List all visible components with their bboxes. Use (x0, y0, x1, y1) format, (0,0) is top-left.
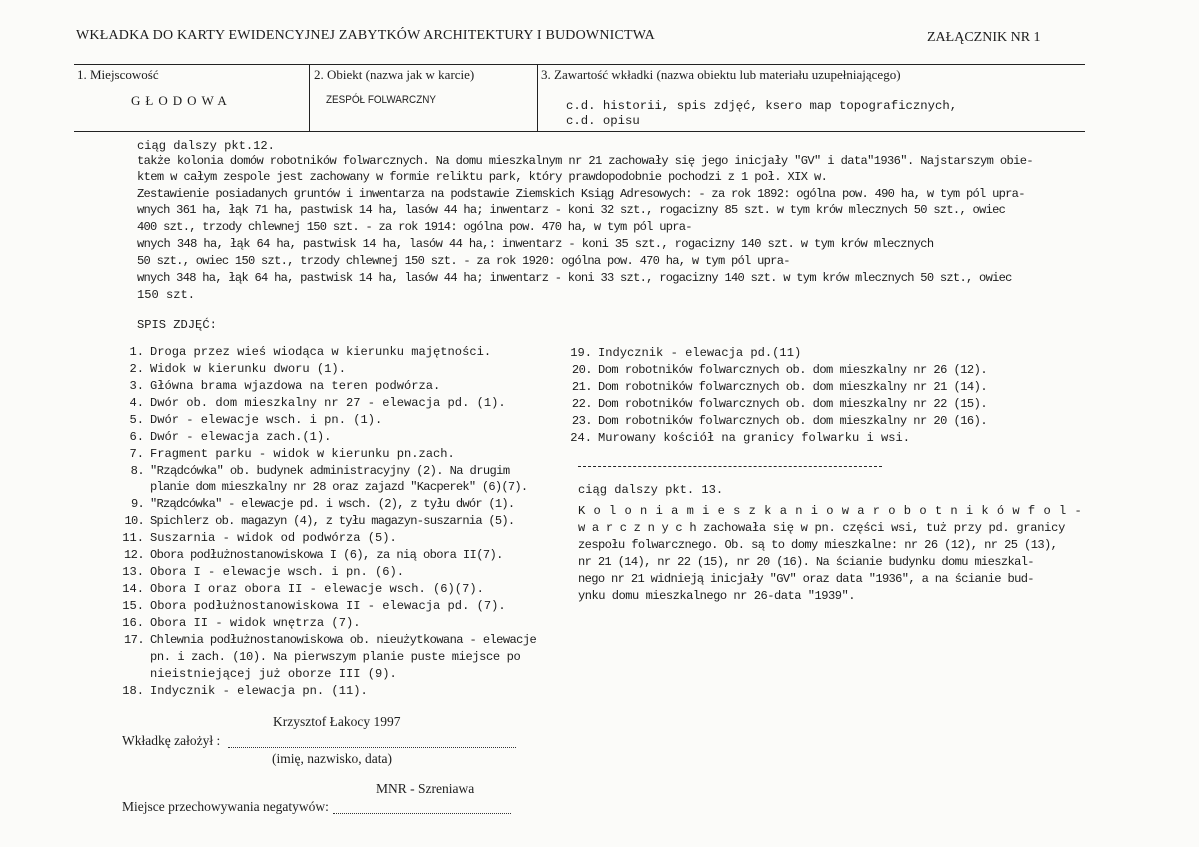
item-text: Obora podłużnostanowiskowa I (6), za nią obora II(7). (150, 548, 503, 562)
item-number: 24. (570, 431, 592, 445)
history-line: ciąg dalszy pkt.12. (137, 139, 275, 153)
item-number: 8. (130, 464, 144, 478)
photo-list-item (122, 413, 382, 427)
photo-list-heading: SPIS ZDJĘĆ: (137, 318, 217, 332)
photo-list-item (122, 379, 440, 393)
place-name: GŁODOWA (131, 93, 232, 108)
made-by-caption: (imię, nazwisko, data) (272, 751, 392, 766)
photo-list-item (122, 548, 503, 562)
history-line: 150 szt. (137, 288, 196, 302)
photo-list-item (122, 531, 397, 545)
photo-list-item (570, 363, 987, 377)
item-number: 23. (571, 414, 592, 428)
object-name: ZESPÓŁ FOLWARCZNY (326, 94, 437, 106)
form-title: WKŁADKA DO KARTY EWIDENCYJNEJ ZABYTKÓW ARCHITEKTURY I BUDOWNICTWA (76, 28, 655, 43)
content-description-line: c.d. historii, spis zdjęć, ksero map topograficznych, (566, 99, 958, 113)
item-number: 4. (129, 396, 144, 410)
history-line: 400 szt., trzody chlewnej 150 szt. - za rok 1914: ogólna pow. 470 ha, w tym pól upra- (137, 220, 692, 234)
history-line: ktem w całym zespole jest zachowany w formie reliktu park, który prawdopodobnie pochodzi z 1 poł. XIX w. (137, 170, 828, 184)
photo-list-item (122, 684, 368, 698)
photo-list-item (122, 565, 404, 579)
item-number: 16. (122, 616, 144, 630)
item-number: 19. (570, 346, 592, 360)
continuation-line: w a r c z n y c h zachowała się w pn. części wsi, tuż przy pd. granicy (578, 521, 1066, 535)
item-number: 17. (124, 633, 144, 647)
photo-list-item (122, 582, 484, 596)
photo-list-item (122, 497, 514, 511)
item-text: Główna brama wjazdowa na teren podwórza. (150, 379, 441, 393)
photo-list-item (570, 380, 987, 394)
item-text: Dwór - elewacja zach.(1). (150, 430, 332, 444)
item-text: Obora podłużnostanowiskowa II - elewacja pd. (7). (150, 599, 506, 613)
photo-list-item (122, 514, 514, 528)
content-description-line: c.d. opisu (566, 114, 640, 128)
item-number: 22. (571, 397, 592, 411)
item-number: 15. (122, 599, 144, 613)
author-signature: Krzysztof Łakocy 1997 (273, 714, 401, 729)
photo-list-item (122, 616, 360, 630)
made-by-label: Wkładkę założył : (122, 733, 221, 748)
photo-list-item (122, 396, 506, 410)
item-number: 2. (129, 362, 144, 376)
column-header-content: 3. Zawartość wkładki (nazwa obiektu lub materiału uzupełniającego) (541, 67, 901, 82)
item-number: 20. (571, 363, 592, 377)
photo-list-item (570, 431, 910, 445)
continuation-line: nego nr 21 widnieją inicjały "GV" oraz data "1936", a na ścianie bud- (578, 572, 1034, 586)
item-number: 13. (122, 565, 144, 579)
item-number: 1. (129, 345, 144, 359)
item-number: 18. (122, 684, 144, 698)
item-text: Dom robotników folwarcznych ob. dom mieszkalny nr 26 (12). (598, 363, 988, 377)
item-number: 12. (124, 548, 144, 562)
item-number: 7. (129, 447, 144, 461)
item-text: planie dom mieszkalny nr 28 oraz zajazd "Kacperek" (6)(7). (150, 480, 528, 494)
item-text: Dwór ob. dom mieszkalny nr 27 - elewacja pd. (1). (150, 396, 506, 410)
history-line: Zestawienie posiadanych gruntów i inwentarza na podstawie Ziemskich Ksiąg Adresowych: - za rok 1892: ogólna pow. 490 ha, w tym pól upra- (137, 187, 1025, 201)
photo-list-item (122, 362, 346, 376)
item-text: Dwór - elewacje wsch. i pn. (1). (150, 413, 383, 427)
history-line: 50 szt., owiec 150 szt., trzody chlewnej 150 szt. - za rok 1920: ogólna pow. 470 ha, w tym pól upra- (137, 254, 790, 268)
item-text: Suszarnia - widok od podwórza (5). (150, 531, 397, 545)
item-text: Indycznik - elewacja pd.(11) (598, 346, 802, 360)
item-text: "Rządcówka" - elewacje pd. i wsch. (2), z tyłu dwór (1). (150, 497, 515, 511)
item-number: 14. (122, 582, 144, 596)
annex-number: ZAŁĄCZNIK NR 1 (927, 30, 1041, 45)
continuation-line: zespołu folwarcznego. Ob. są to domy mieszkalne: nr 26 (12), nr 25 (13), (578, 538, 1058, 552)
photo-list-item (122, 599, 506, 613)
photo-list-item (570, 346, 801, 360)
item-number: 9. (130, 497, 144, 511)
table-bottom-rule (74, 131, 1085, 132)
made-by-field[interactable] (228, 747, 516, 748)
section-divider (578, 466, 882, 467)
item-text: Spichlerz ob. magazyn (4), z tyłu magazyn-suszarnia (5). (150, 514, 515, 528)
table-top-rule (74, 64, 1085, 65)
column-divider-2 (537, 64, 538, 131)
photo-list-item (122, 633, 536, 647)
column-header-place: 1. Miejscowość (77, 67, 159, 82)
item-number: 11. (122, 531, 144, 545)
history-line: wnych 348 ha, łąk 64 ha, pastwisk 14 ha, lasów 44 ha,: inwentarz - koni 35 szt., rogacizny 140 szt. w tym krów mlecznych (137, 237, 934, 251)
item-text: Dom robotników folwarcznych ob. dom mieszkalny nr 22 (15). (598, 397, 988, 411)
item-text: Obora II - widok wnętrza (7). (150, 616, 361, 630)
item-text: Chlewnia podłużnostanowiskowa ob. nieużytkowana - elewacje (150, 633, 537, 647)
continuation-heading: ciąg dalszy pkt. 13. (578, 483, 724, 497)
item-number: 3. (129, 379, 144, 393)
photo-list-item (122, 667, 397, 681)
item-text: Murowany kościół na granicy folwarku i wsi. (598, 431, 911, 445)
item-text: Dom robotników folwarcznych ob. dom mieszkalny nr 20 (16). (598, 414, 988, 428)
photo-list-item (122, 447, 455, 461)
history-line: wnych 361 ha, łąk 71 ha, pastwisk 14 ha, lasów 44 ha; inwentarz - koni 32 szt., rogacizny 85 szt. w tym krów mlecznych 50 szt., owiec (137, 203, 1006, 217)
photo-list-item (122, 345, 491, 359)
item-text: Dom robotników folwarcznych ob. dom mieszkalny nr 21 (14). (598, 380, 988, 394)
item-text: Fragment parku - widok w kierunku pn.zach. (150, 447, 455, 461)
item-text: nieistniejącej już oborze III (9). (150, 667, 397, 681)
item-text: pn. i zach. (10). Na pierwszym planie puste miejsce po (150, 650, 521, 664)
storage-field[interactable] (333, 813, 511, 814)
item-number: 10. (124, 514, 144, 528)
continuation-line: ynku domu mieszkalnego nr 26-data "1939". (578, 589, 856, 603)
storage-place: MNR - Szreniawa (376, 781, 475, 796)
item-number: 5. (129, 413, 144, 427)
column-header-object: 2. Obiekt (nazwa jak w karcie) (314, 67, 475, 82)
item-text: Widok w kierunku dworu (1). (150, 362, 346, 376)
item-text: Obora I - elewacje wsch. i pn. (6). (150, 565, 405, 579)
photo-list-item (122, 464, 510, 478)
item-text: Indycznik - elewacja pn. (11). (150, 684, 368, 698)
item-text: Droga przez wieś wiodąca w kierunku majętności. (150, 345, 492, 359)
continuation-line: K o l o n i a m i e s z k a n i o w a r o b o t n i k ó w f o l - (578, 504, 1083, 518)
item-number: 6. (129, 430, 144, 444)
continuation-line: nr 21 (14), nr 22 (15), nr 20 (16). Na ścianie budynku domu mieszkal- (578, 555, 1034, 569)
item-text: Obora I oraz obora II - elewacje wsch. (6)(7). (150, 582, 484, 596)
storage-label: Miejsce przechowywania negatywów: (122, 799, 329, 814)
history-line: także kolonia domów robotników folwarcznych. Na domu mieszkalnym nr 21 zachowały się jego inicjały "GV" i data"1936". Najstarszym obie- (137, 154, 1034, 168)
photo-list-item (570, 397, 987, 411)
column-divider-1 (309, 64, 310, 131)
item-text: "Rządcówka" ob. budynek administracyjny (2). Na drugim (150, 464, 510, 478)
photo-list-item (570, 414, 987, 428)
photo-list-item (122, 650, 520, 664)
item-number: 21. (571, 380, 592, 394)
history-line: wnych 348 ha, łąk 64 ha, pastwisk 14 ha, lasów 44 ha; inwentarz - koni 33 szt., rogacizny 140 szt. w tym krów mlecznych 50 szt., owiec (137, 271, 1012, 285)
photo-list-item (122, 480, 527, 494)
photo-list-item (122, 430, 331, 444)
